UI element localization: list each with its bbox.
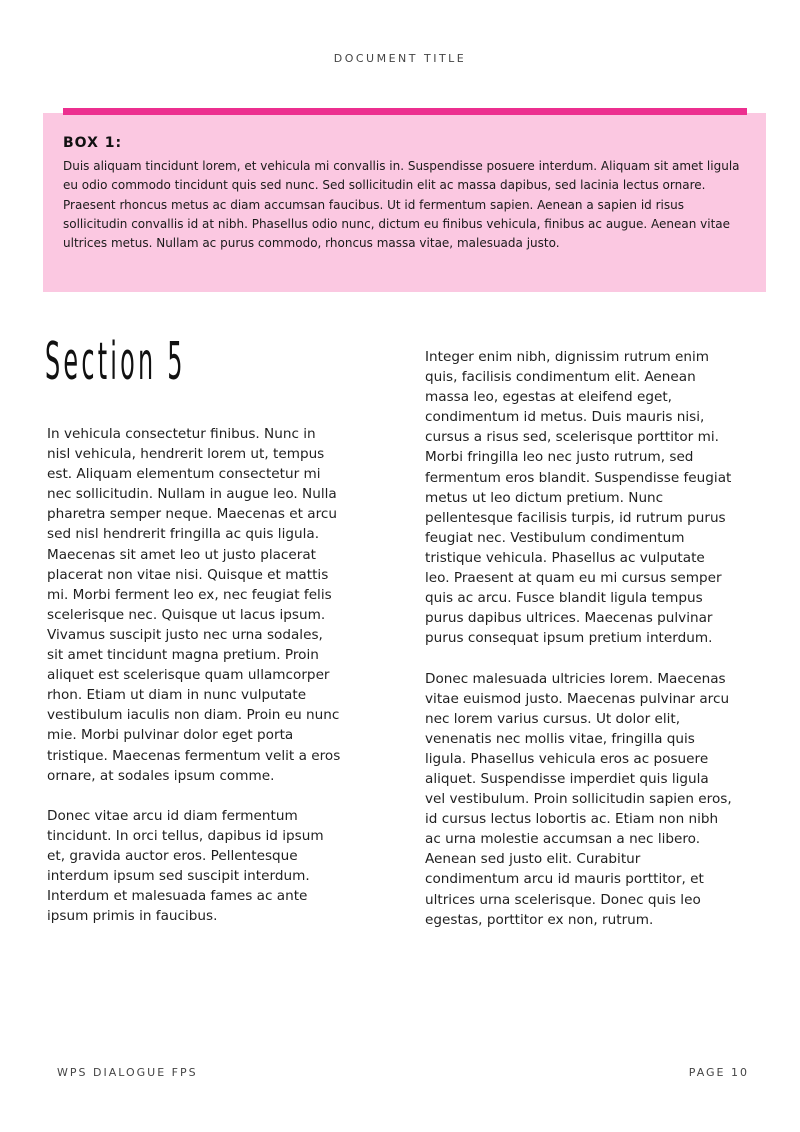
- paragraph: Donec malesuada ultricies lorem. Maecenas vitae euismod justo. Maecenas pulvinar arcu nec lorem varius cursus. Ut dolor elit, venenatis nec mollis vitae, fringilla quis ligula. Phasellus vehicula eros ac posuere aliquet. Suspendisse imperdiet quis ligula vel vestibulum. Proin sollicitudin sapien eros, id cursus lectus lobortis ac. Etiam non nibh ac urna molestie accumsan a nec libero. Aenean sed justo elit. Curabitur condimentum arcu id mauris porttitor, et ultrices urna scelerisque. Donec quis leo egestas, porttitor ex non, rutrum.: [425, 670, 732, 928]
- document-title: DOCUMENT TITLE: [333, 52, 467, 65]
- right-column: [425, 347, 733, 930]
- page-number: PAGE 10: [688, 1066, 749, 1079]
- footer-label: WPS DIALOGUE FPS: [57, 1066, 198, 1079]
- paragraph: Donec vitae arcu id diam fermentum tincidunt. In orci tellus, dapibus id ipsum et, gravida auctor eros. Pellentesque interdum ipsum sed suscipit interdum. Interdum et malesuada fames ac ante ipsum primis in faucibus.: [47, 807, 324, 925]
- section-title: Section 5: [45, 332, 186, 392]
- paragraph: In vehicula consectetur finibus. Nunc in nisl vehicula, hendrerit lorem ut, tempus est. Aliquam elementum consectetur mi nec sollicitudin. Nullam in augue leo. Nulla pharetra semper neque. Maecenas et arcu sed nisl hendrerit fringilla ac quis ligula. Maecenas sit amet leo ut justo placerat placerat non vitae nisi. Quisque et mattis mi. Morbi ferment leo ex, nec feugiat felis scelerisque nec. Quisque ut lacus ipsum. Vivamus suscipit justo nec urna sodales, sit amet tincidunt magna pretium. Proin aliquet est scelerisque quam ullamcorper rhon. Etiam ut diam in nunc vulputate vestibulum iaculis non diam. Proin eu nunc mie. Morbi pulvinar dolor eget porta tristique. Maecenas fermentum velit a eros ornare, at sodales ipsum comme.: [47, 426, 341, 784]
- paragraph: Integer enim nibh, dignissim rutrum enim quis, facilisis condimentum elit. Aenean massa leo, egestas at eleifend eget, condimentum id metus. Duis mauris nisi, cursus a risus sed, scelerisque porttitor mi. Morbi fringilla leo nec justo rutrum, sed fermentum eros blandit. Suspendisse feugiat metus ut leo dictum pretium. Nunc pellentesque facilisis turpis, id rutrum purus feugiat nec. Vestibulum condimentum tristique vehicula. Phasellus ac vulputate leo. Praesent at quam eu mi cursus semper quis ac arcu. Fusce blandit ligula tempus purus dapibus ultrices. Maecenas pulvinar purus consequat ipsum pretium interdum.: [425, 349, 732, 647]
- callout-heading: BOX 1:: [63, 135, 123, 151]
- left-column: [47, 424, 343, 926]
- callout-body: Duis aliquam tincidunt lorem, et vehicula mi convallis in. Suspendisse posuere interdum. Aliquam sit amet ligula eu odio commodo tincidunt quis sed nunc. Sed sollicitudin elit ac massa dapibus, sed lacinia lectus ornare. Praesent rhoncus metus ac diam accumsan faucibus. Ut id fermentum sapien. Aenean a sapien id risus sollicitudin convallis id at nibh. Phasellus odio nunc, dictum eu finibus vehicula, finibus ac augue. Aenean vitae ultrices metus. Nullam ac purus commodo, rhoncus massa vitae, malesuada justo.: [63, 159, 740, 251]
- callout-accent-bar: [63, 108, 747, 115]
